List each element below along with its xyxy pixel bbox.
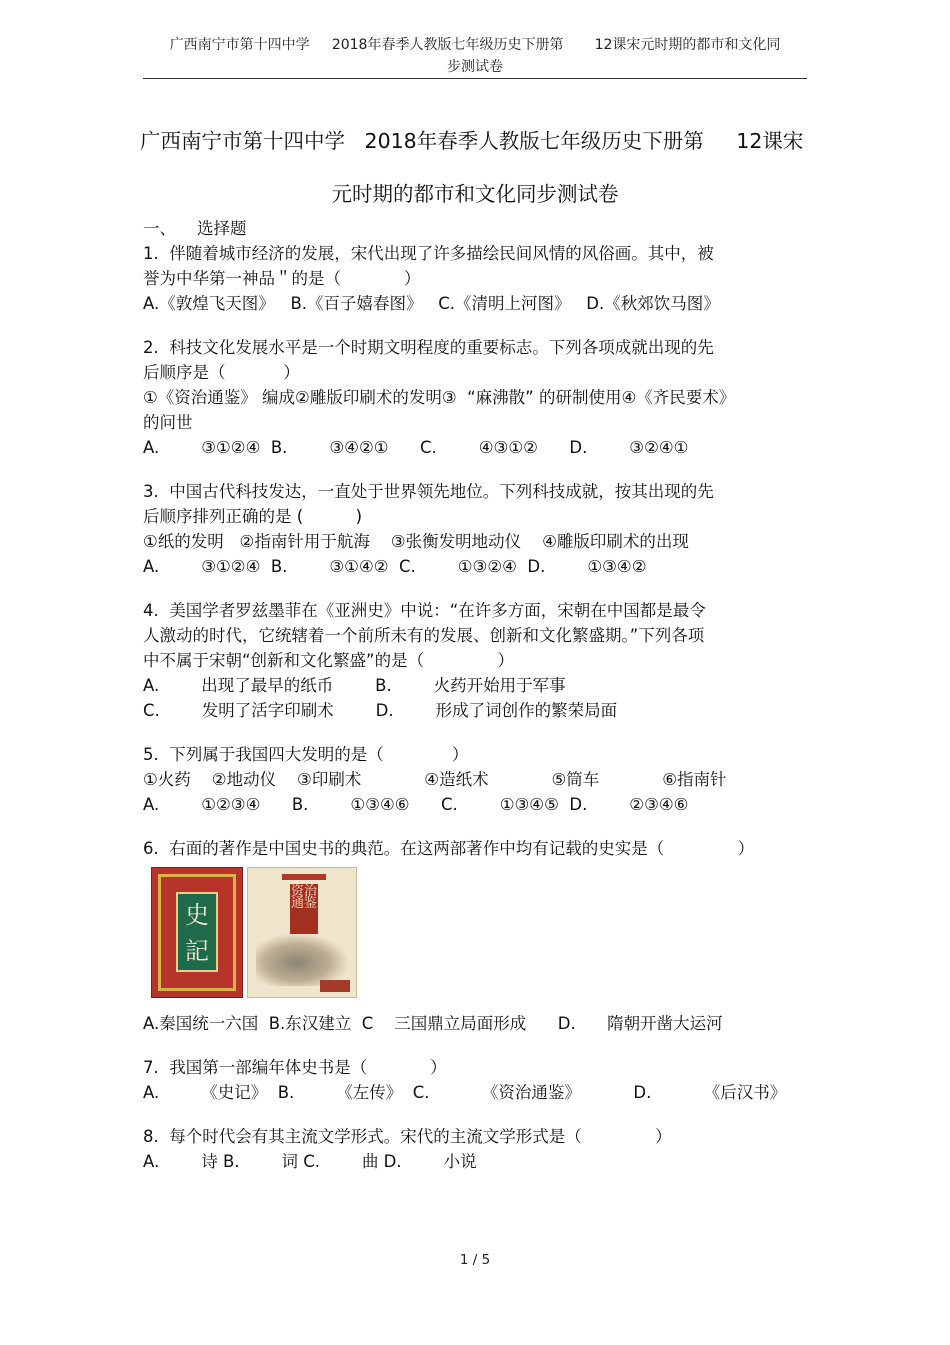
text-line: 8. 每个时代会有其主流文学形式。宋代的主流文学形式是（ ） [143, 1127, 672, 1146]
running-header [143, 34, 807, 78]
header-divider [143, 78, 807, 79]
text-line: A. ①②③④ B. ①③④⑥ C. ①③④⑤ D. ②③④⑥ [143, 795, 689, 814]
document-title-line-2: 元时期的都市和文化同步测试卷 [331, 182, 619, 206]
text-line: 誉为中华第一神品＂的是（ ） [143, 269, 421, 288]
text-line: A. 诗 B. 词 C. 曲 D. 小说 [143, 1152, 477, 1171]
book-covers-image [151, 867, 357, 998]
text-line: 人激动的时代，它统辖着一个前所未有的发展、创新和文化繁盛期。”下列各项 [143, 626, 705, 645]
text-line: 2. 科技文化发展水平是一个时期文明程度的重要标志。下列各项成就出现的先 [143, 338, 714, 357]
text-line: 的问世 [143, 413, 193, 432]
running-header-line-1: 广西南宁市第十四中学 2018年春季人教版七年级历史下册第 12课宋元时期的都市和文化同 [169, 37, 781, 53]
text-line: C. 发明了活字印刷术 D. 形成了词创作的繁荣局面 [143, 701, 618, 720]
text-line: A. ③①②④ B. ③④②① C. ④③①② D. ③②④① [143, 438, 689, 457]
text-line: A. 《史记》 B. 《左传》 C. 《资治通鉴》 D. 《后汉书》 [143, 1083, 787, 1102]
text-line: A.《敦煌飞天图》 B.《百子嬉春图》 C.《清明上河图》 D.《秋郊饮马图》 [143, 294, 720, 313]
text-line: ①火药 ②地动仪 ③印刷术 ④造纸术 ⑤筒车 ⑥指南针 [143, 770, 727, 789]
document-title-line-1: 广西南宁市第十四中学 2018年春季人教版七年级历史下册第 12课宋 [140, 129, 804, 153]
text-line: 后顺序排列正确的是 ( ) [143, 507, 363, 526]
zizhitongjian-cover [247, 867, 357, 998]
text-line: 7. 我国第一部编年体史书是（ ） [143, 1058, 447, 1077]
text-line: 后顺序是（ ） [143, 363, 300, 382]
shiji-cover-title: 史記 [176, 892, 218, 972]
section-heading: 一、 选择题 [143, 219, 247, 238]
text-line: A. ③①②④ B. ③①④② C. ①③②④ D. ①③④② [143, 557, 647, 576]
text-line: 4. 美国学者罗兹墨菲在《亚洲史》中说：“在许多方面，宋朝在中国都是最令 [143, 601, 706, 620]
shiji-cover [151, 867, 243, 998]
text-line: ①《资治通鉴》 编成②雕版印刷术的发明③ “麻沸散” 的研制使用④《齐民要术》 [143, 388, 736, 407]
text-line: 1. 伴随着城市经济的发展，宋代出现了许多描绘民间风情的风俗画。其中，被 [143, 244, 714, 263]
running-header-line-2: 步测试卷 [447, 59, 503, 75]
zizhitongjian-cover-title: 资治通鉴 [290, 884, 318, 934]
text-line: A. 出现了最早的纸币 B. 火药开始用于军事 [143, 676, 566, 695]
text-line: ①纸的发明 ②指南针用于航海 ③张衡发明地动仪 ④雕版印刷术的出现 [143, 532, 689, 551]
page-number: 1 / 5 [459, 1252, 491, 1268]
text-line: 6. 右面的著作是中国史书的典范。在这两部著作中均有记载的史实是（ ） [143, 839, 755, 858]
text-line: 5. 下列属于我国四大发明的是（ ） [143, 745, 469, 764]
text-line: A.秦国统一六国 B.东汉建立 C 三国鼎立局面形成 D. 隋朝开凿大运河 [143, 1014, 723, 1033]
text-line: 中不属于宋朝“创新和文化繁盛”的是（ ） [143, 651, 515, 670]
text-line: 3. 中国古代科技发达，一直处于世界领先地位。下列科技成就，按其出现的先 [143, 482, 714, 501]
